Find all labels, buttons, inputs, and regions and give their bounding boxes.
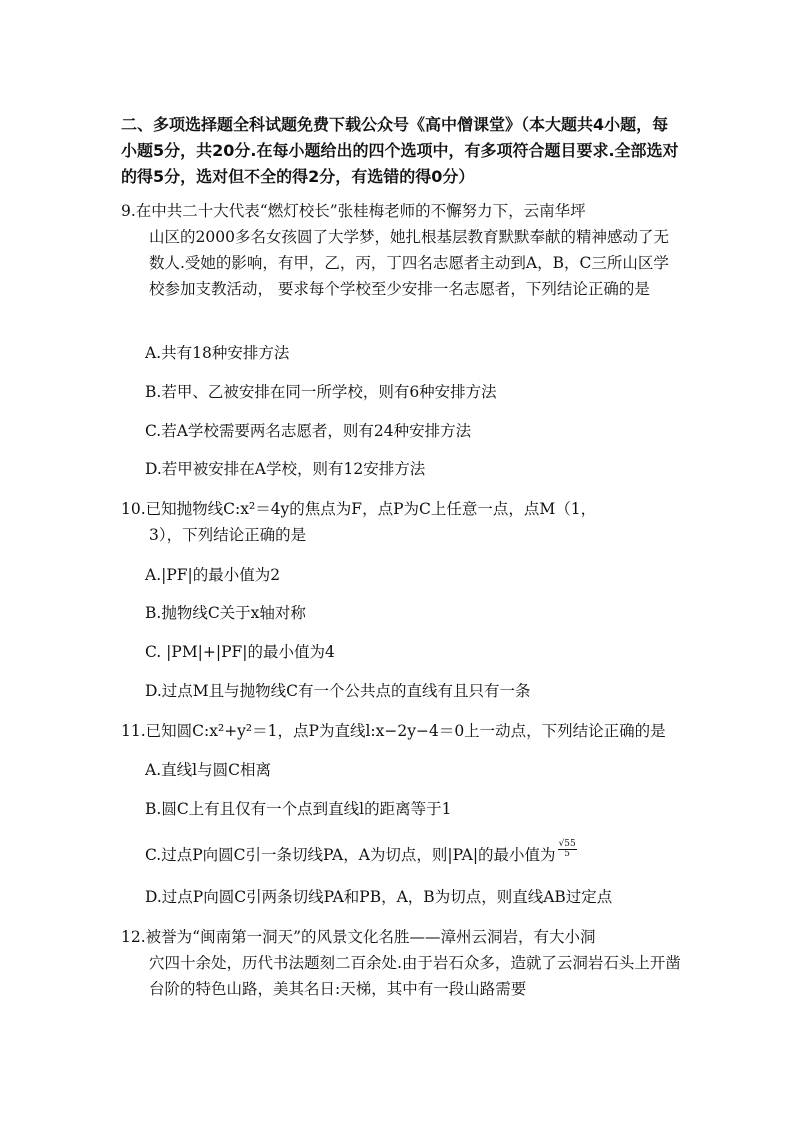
option-9c: C.若A学校需要两名志愿者，则有24种安排方法 [145, 422, 472, 440]
question-stem: 穴四十余处，历代书法题刻二百余处.由于岩石众多，造就了云洞岩石头上开凿台阶的特色山路，美其名日:天梯，其中有一段山路需要 [149, 954, 681, 998]
question-10 [121, 496, 681, 548]
question-stem-line1: 被誉为“闽南第一洞天”的风景文化名胜——漳州云洞岩，有大小洞 [145, 928, 596, 946]
question-stem-line1: 在中共二十大代表“燃灯校长”张桂梅老师的不懈努力下，云南华坪 [135, 202, 586, 220]
option-10a: A.|PF|的最小值为2 [145, 566, 281, 584]
question-stem-line1: 已知圆C:x²+y²＝1，点P为直线l:x−2y−4＝0上一动点，下列结论正确的是 [145, 722, 666, 740]
question-stem: 山区的2000多名女孩圆了大学梦，她扎根基层教育默默奉献的精神感动了无数人.受她的影响，有甲，乙，丙，丁四名志愿者主动到A，B，C三所山区学校参加支教活动， 要求每个学校至少安排一名志愿者，下列结论正确的是 [149, 228, 669, 298]
question-12 [121, 924, 681, 1002]
option-11c [145, 840, 685, 868]
question-number: 12. [121, 928, 146, 946]
fraction [558, 840, 577, 859]
option-11c-text: C.过点P向圆C引一条切线PA，A为切点，则|PA|的最小值为 [145, 846, 556, 864]
option-11a: A.直线l与圆C相离 [145, 761, 271, 779]
fraction-denominator: 5 [564, 849, 571, 859]
question-stem-line1: 已知抛物线C:x²＝4y的焦点为F，点P为C上任意一点，点M（1， [145, 500, 597, 518]
question-9 [121, 198, 681, 302]
option-10d: D.过点M且与抛物线C有一个公共点的直线有且只有一条 [145, 682, 531, 700]
option-10c: C. |PM|+|PF|的最小值为4 [145, 643, 335, 661]
option-9d: D.若甲被安排在A学校，则有12安排方法 [145, 460, 426, 478]
option-10b: B.抛物线C关于x轴对称 [145, 604, 306, 622]
section-header: 二、多项选择题全科试题免费下载公众号《高中僧课堂》（本大题共4小题，每小题5分，共20分.在每小题给出的四个选项中，有多项符合题目要求.全部选对的得5分，选对但不全的得2分，有选错的得0分） [121, 115, 679, 186]
question-number: 11. [121, 722, 146, 740]
option-11d: D.过点P向圆C引两条切线PA和PB，A，B为切点，则直线AB过定点 [145, 888, 613, 906]
question-11 [121, 718, 681, 744]
option-9b: B.若甲、乙被安排在同一所学校，则有6种安排方法 [145, 383, 497, 401]
option-11b: B.圆C上有且仅有一个点到直线l的距离等于1 [145, 800, 452, 818]
question-number: 9. [121, 202, 136, 220]
option-9a: A.共有18种安排方法 [145, 344, 290, 362]
fraction-numerator: √55 [558, 839, 576, 849]
question-stem: 3），下列结论正确的是 [149, 526, 307, 544]
question-number: 10. [121, 500, 146, 518]
